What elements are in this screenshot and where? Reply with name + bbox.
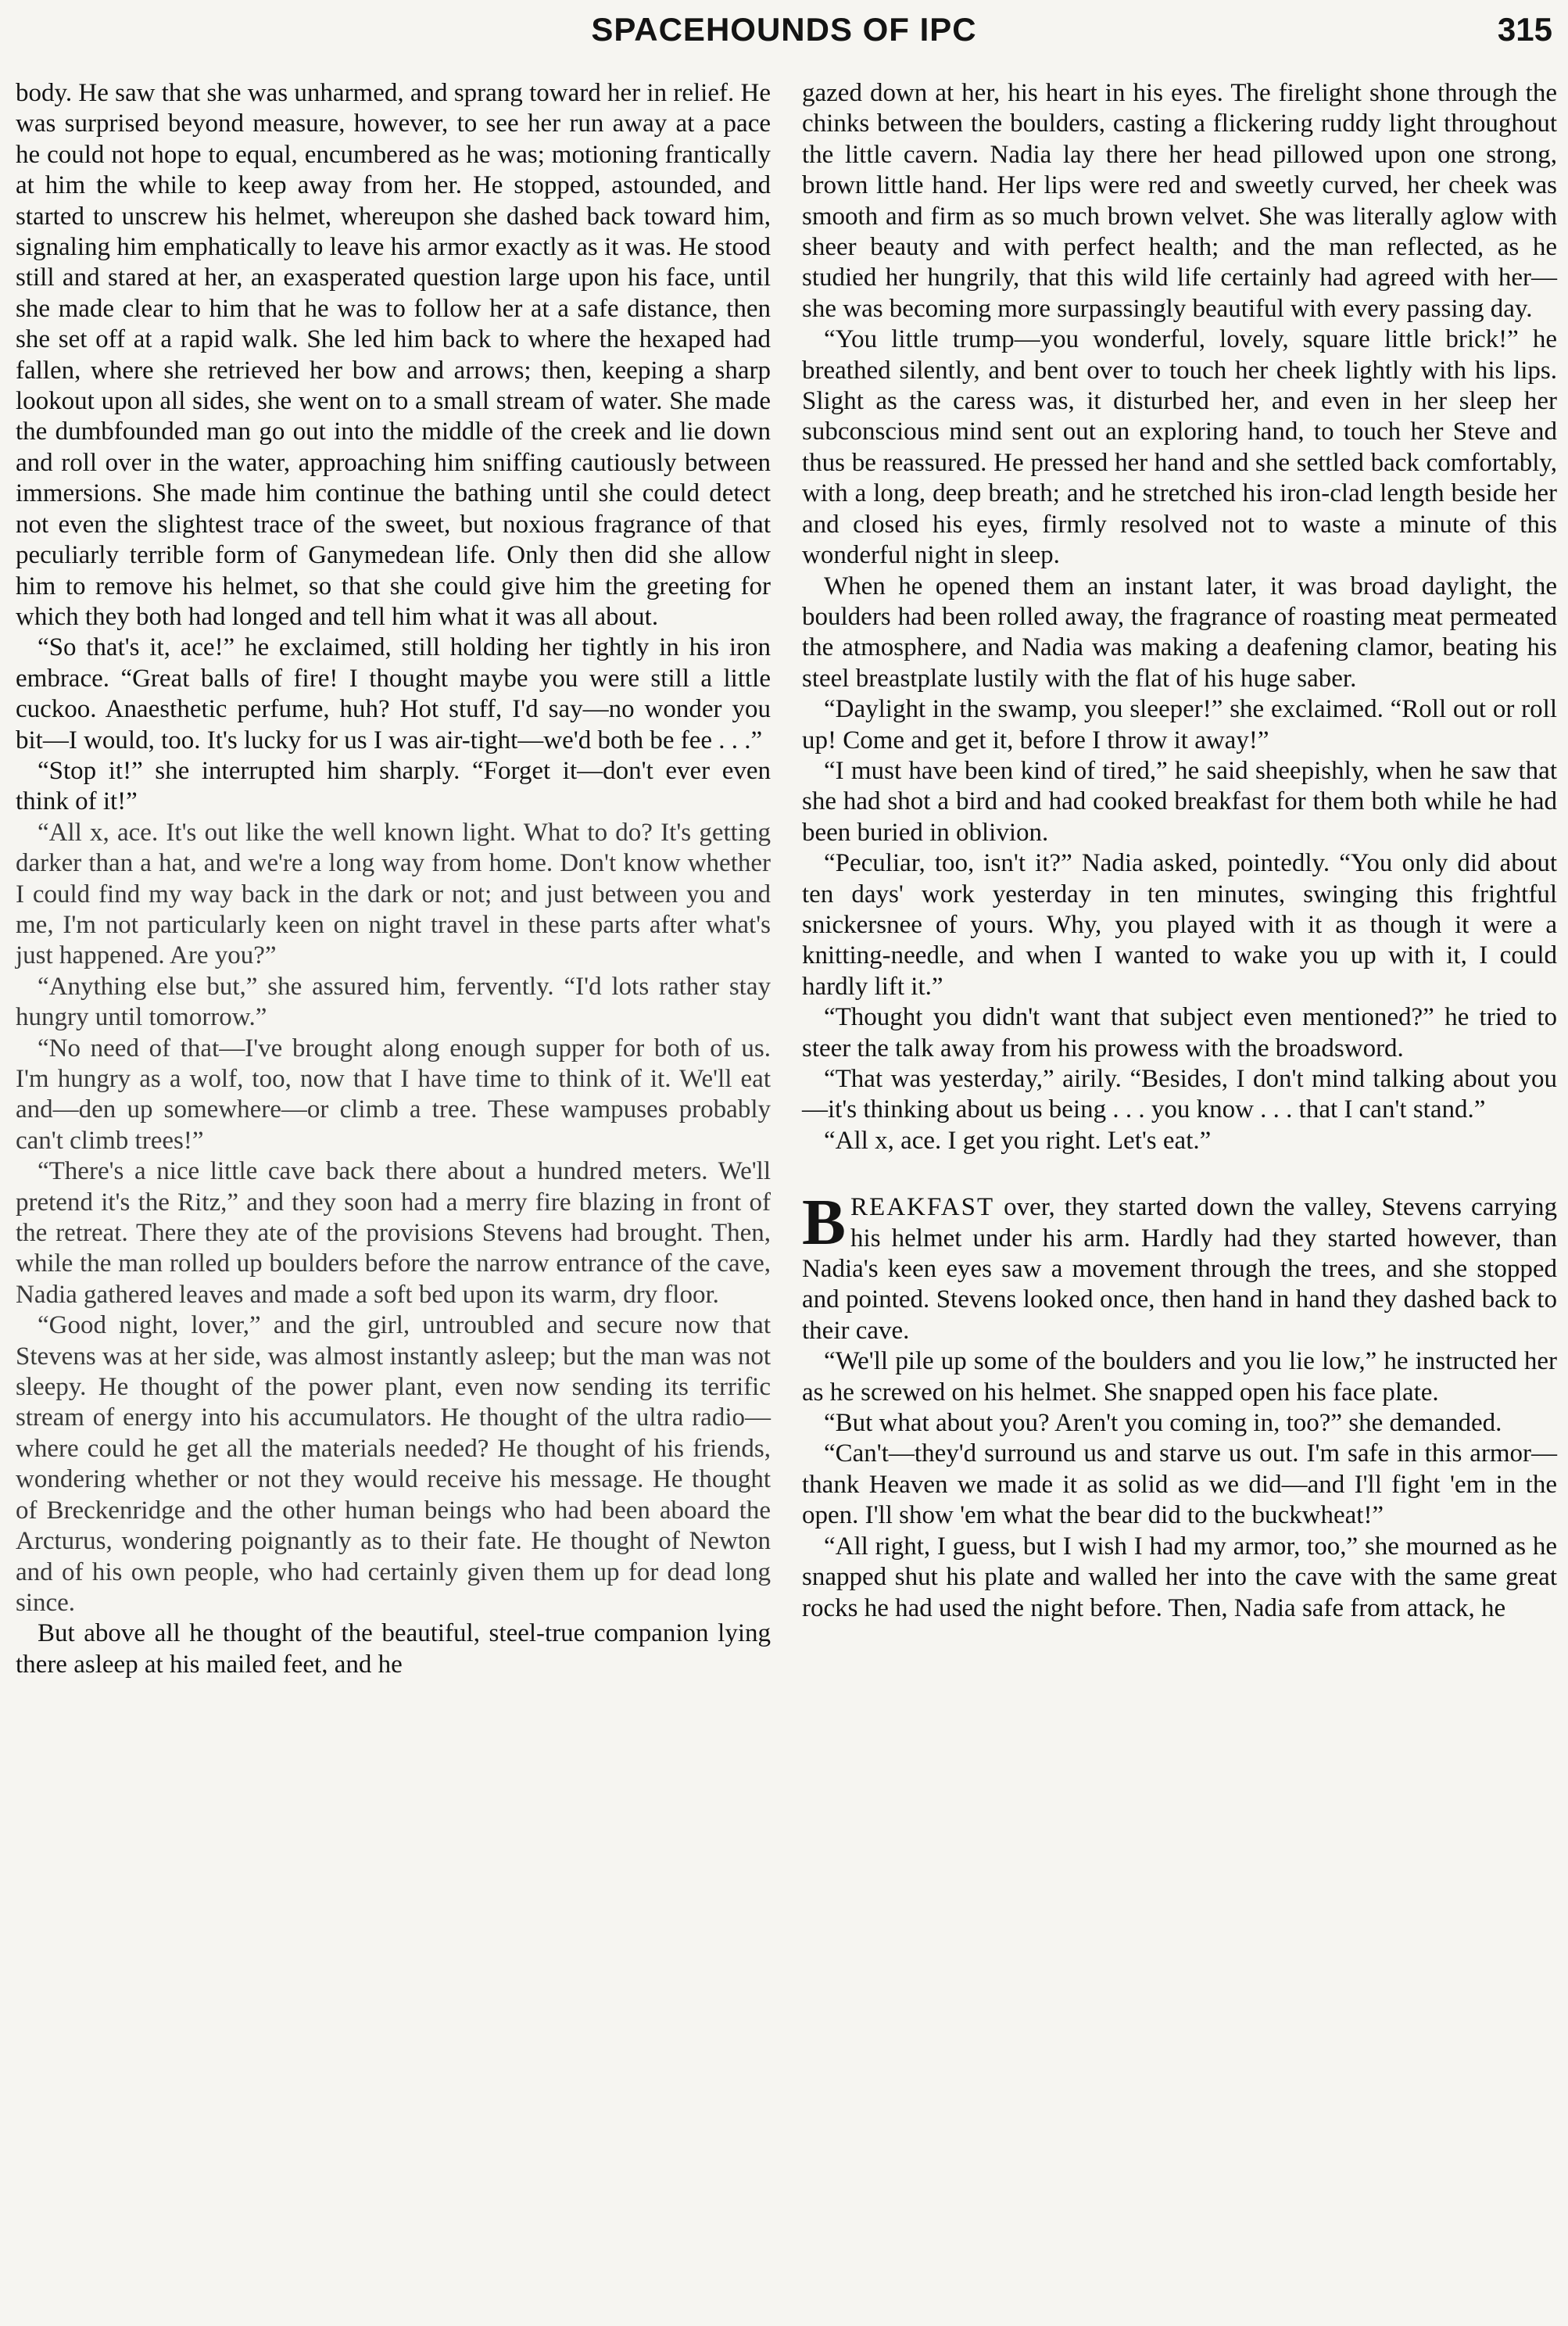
paragraph: “That was yesterday,” airily. “Besides, I don't mind talking about you—it's thinking about us being . . . you know . . . that I can't stand.” [802, 1065, 1557, 1124]
paragraph: “There's a nice little cave back there about a hundred meters. We'll pretend it's the Ritz,” and they soon had a merry fire blazing in front of the retreat. There they ate of the provisions Stevens had brought. Then, while the man rolled up boulders before the narrow entrance of the cave, Nadia gathered leaves and made a soft bed upon its warm, dry floor. [16, 1157, 771, 1309]
running-title: SPACEHOUNDS OF IPC [591, 11, 977, 48]
paragraph: “I must have been kind of tired,” he said sheepishly, when he saw that she had shot a bird and had cooked breakfast for them both while he had been buried in oblivion. [802, 756, 1557, 847]
paragraph: “Anything else but,” she assured him, fervently. “I'd lots rather stay hungry until tomorrow.” [16, 972, 771, 1032]
page-number: 315 [1497, 11, 1552, 48]
paragraph: “Thought you didn't want that subject even mentioned?” he tried to steer the talk away from his prowess with the broadsword. [802, 1003, 1557, 1063]
paragraph: gazed down at her, his heart in his eyes. The firelight shone through the chinks between the boulders, casting a flickering ruddy light throughout the little cavern. Nadia lay there her head pillowed upon one strong, brown little hand. Her lips were red and sweetly curved, her cheek was smooth and firm as so much brown velvet. She was literally aglow with sheer beauty and with perfect health; and the man reflected, as he studied her hungrily, that this wild life certainly had agreed with her—she was becoming more surpassingly beautiful with every passing day. [802, 79, 1557, 323]
drop-cap: B [802, 1186, 847, 1260]
small-caps-lead: REAKFAST [850, 1193, 995, 1222]
right-column [802, 78, 1557, 1624]
section-opening-paragraph [802, 1186, 1557, 1346]
paragraph: “So that's it, ace!” he exclaimed, still holding her tightly in his iron embrace. “Great balls of fire! I thought maybe you were still a little cuckoo. Anaesthetic perfume, huh? Hot stuff, I'd say—no wonder you bit—I would, too. It's lucky for us I was air-tight—we'd both be fee . . .” [16, 633, 771, 754]
paragraph: “All right, I guess, but I wish I had my armor, too,” she mourned as he snapped shut his plate and walled her into the cave with the same great rocks he had used the night before. Then, Nadia safe from attack, he [802, 1532, 1557, 1622]
paragraph: “No need of that—I've brought along enough supper for both of us. I'm hungry as a wolf, too, now that I have time to think of it. We'll eat and—den up somewhere—or climb a tree. These wampuses probably can't climb trees!” [16, 1034, 771, 1155]
paragraph: But above all he thought of the beautiful, steel-true companion lying there asleep at his mailed feet, and he [16, 1619, 771, 1679]
paragraph: When he opened them an instant later, it was broad daylight, the boulders had been rolled away, the fragrance of roasting meat permeated the atmosphere, and Nadia was making a deafening clamor, beating his steel breastplate lustily with the flat of his huge saber. [802, 572, 1557, 693]
left-column [16, 78, 771, 1680]
paragraph: “You little trump—you wonderful, lovely, square little brick!” he breathed silently, and bent over to touch her cheek lightly with his lips. Slight as the caress was, it disturbed her, and even in her sleep her subconscious mind sent out an exploring hand, to touch her Steve and thus be reassured. He pressed her hand and she settled back comfortably, with a long, deep breath; and he stretched his iron-clad length beside her and closed his eyes, firmly resolved not to waste a minute of this wonderful night in sleep. [802, 325, 1557, 570]
paragraph: “Peculiar, too, isn't it?” Nadia asked, pointedly. “You only did about ten days' work yesterday in ten minutes, swinging this frightful snickersnee of yours. Why, you played with it as though it were a knitting-needle, and when I wanted to wake you up with it, I could hardly lift it.” [802, 849, 1557, 1001]
paragraph: “All x, ace. It's out like the well known light. What to do? It's getting darker than a hat, and we're a long way from home. Don't know whether I could find my way back in the dark or not; and just between you and me, I'm not particularly keen on night travel in these parts after what's just happened. Are you?” [16, 818, 771, 970]
paragraph: “Good night, lover,” and the girl, untroubled and secure now that Stevens was at her side, was almost instantly asleep; but the man was not sleepy. He thought of the power plant, even now sending its terrific stream of energy into his accumulators. He thought of the ultra radio—where could he get all the materials needed? He thought of his friends, wondering whether or not they would receive his message. He thought of Breckenridge and the other human beings who had been aboard the Arcturus, wondering poignantly as to their fate. He thought of Newton and of his own people, who had certainly given them up for dead long since. [16, 1311, 771, 1617]
paragraph: “Stop it!” she interrupted him sharply. “Forget it—don't ever even think of it!” [16, 756, 771, 816]
paragraph: “Can't—they'd surround us and starve us out. I'm safe in this armor—thank Heaven we made it as solid as we did—and I'll fight 'em in the open. I'll show 'em what the bear did to the buckwheat!” [802, 1439, 1557, 1530]
paragraph: “We'll pile up some of the boulders and you lie low,” he instructed her as he screwed on his helmet. She snapped open his face plate. [802, 1347, 1557, 1407]
section-break [802, 1156, 1557, 1192]
paragraph-text: over, they started down the valley, Stevens carrying his helmet under his arm. Hardly had they started however, than Nadia's keen eyes saw a movement through the trees, and she stopped and pointed. Stevens looked once, then hand in hand they dashed back to their cave. [802, 1193, 1557, 1345]
paragraph: “All x, ace. I get you right. Let's eat.” [824, 1126, 1212, 1155]
paragraph: “But what about you? Aren't you coming in, too?” she demanded. [824, 1409, 1502, 1438]
paragraph: body. He saw that she was unharmed, and sprang toward her in relief. He was surprised beyond measure, however, to see her run away at a pace he could not hope to equal, encumbered as he was; motioning frantically at him the while to keep away from her. He stopped, astounded, and started to unscrew his helmet, whereupon she dashed back toward him, signaling him emphatically to leave his armor exactly as it was. He stood still and stared at her, an exasperated question large upon his face, until she made clear to him that he was to follow her at a safe distance, then she set off at a rapid walk. She led him back to where the hexaped had fallen, where she retrieved her bow and arrows; then, keeping a sharp lookout upon all sides, she went on to a small stream of water. She made the dumbfounded man go out into the middle of the creek and lie down and roll over in the water, approaching him sniffing cautiously between immersions. She made him continue the bathing until she could detect not even the slightest trace of the sweet, but noxious fragrance of that peculiarly terrible form of Ganymedean life. Only then did she allow him to remove his helmet, so that she could give him the greeting for which they both had longed and tell him what it was all about. [16, 79, 771, 631]
page-header [0, 11, 1568, 58]
paragraph: “Daylight in the swamp, you sleeper!” she exclaimed. “Roll out or roll up! Come and get it, before I throw it away!” [802, 695, 1557, 754]
